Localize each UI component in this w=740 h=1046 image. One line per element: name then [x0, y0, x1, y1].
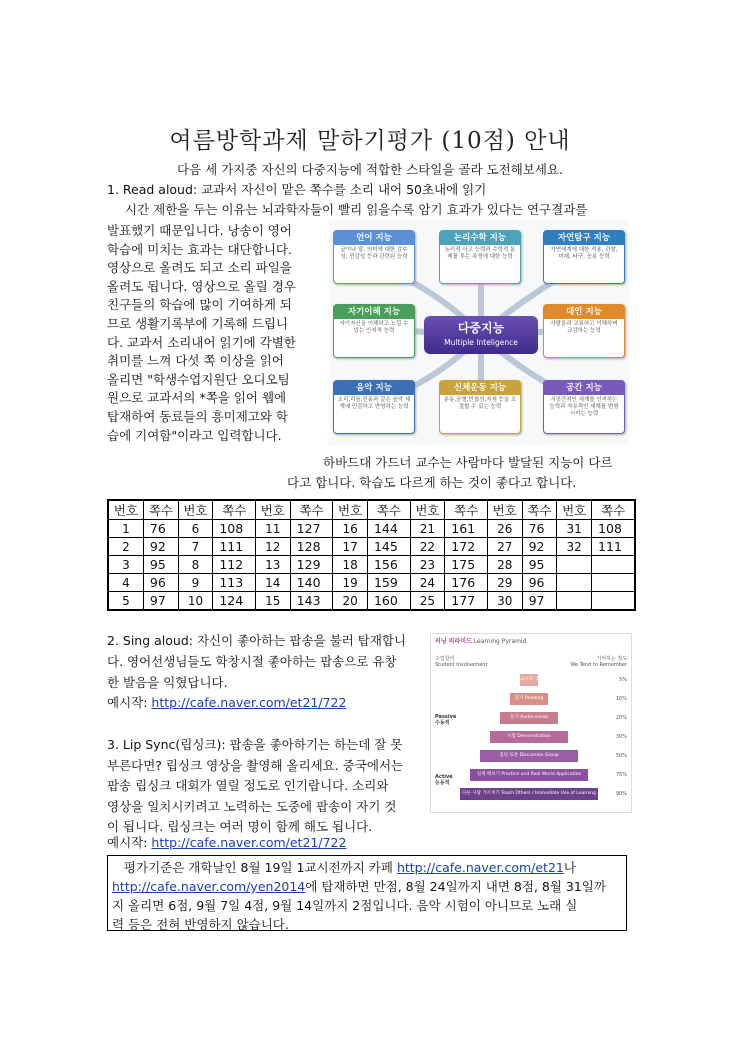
- retention-percent: 20%: [615, 715, 627, 721]
- body-line: 친구들의 학습에 많이 기여하게 되: [107, 297, 292, 313]
- box-head: 공간 지능: [544, 381, 624, 395]
- retention-percent: 90%: [615, 791, 627, 797]
- student-number-cell: 26: [487, 520, 522, 538]
- box-body: 사람들과 교류하고 이해하며 교감하는 능력: [550, 321, 618, 334]
- page-number-cell: 111: [592, 538, 635, 556]
- box-head: 신체운동 지능: [440, 381, 520, 395]
- passive-label: [435, 714, 456, 726]
- multiple-intelligence-diagram: [329, 220, 629, 445]
- body-line: 므로 생활기록부에 기록해 드립니: [107, 315, 288, 331]
- col-header-page: 쪽수: [592, 500, 635, 520]
- col-header-number: 번호: [333, 500, 368, 520]
- student-number-cell: [557, 592, 592, 611]
- page-number-cell: 175: [445, 556, 488, 574]
- col-header-page: 쪽수: [445, 500, 488, 520]
- page-number-cell: 176: [445, 574, 488, 592]
- page-number-cell: 159: [367, 574, 410, 592]
- body-line: 학습에 미치는 효과는 대단합니다.: [107, 241, 292, 257]
- left-label-en: Student Involvement: [435, 662, 488, 668]
- col-header-number: 번호: [557, 500, 592, 520]
- student-number-cell: 2: [108, 538, 143, 556]
- student-number-cell: 12: [255, 538, 290, 556]
- page-number-cell: 108: [592, 520, 635, 538]
- linguistic-box: [333, 230, 415, 284]
- page-number-cell: 97: [522, 592, 557, 611]
- box-body: 자기자신을 이해하고 느낄 수 있는 인지적 능력: [339, 321, 409, 334]
- student-number-cell: 10: [178, 592, 213, 611]
- col-header-page: 쪽수: [290, 500, 333, 520]
- page-number-cell: 113: [213, 574, 256, 592]
- naturalist-box: [543, 230, 625, 284]
- example-label: 예시작:: [107, 695, 152, 710]
- pyramid-title: [435, 636, 526, 645]
- box-head: 언어 지능: [334, 231, 414, 245]
- body-line: 3. Lip Sync(립싱크): 팝송을 좋아하기는 하는데 잘 못: [107, 737, 403, 752]
- col-header-page: 쪽수: [367, 500, 410, 520]
- table-header-row: [108, 500, 635, 520]
- right-label-ko: 기억하는 정도: [596, 656, 627, 662]
- page-number-cell: 96: [143, 574, 178, 592]
- body-line: 원으로 교과서의 *쪽을 읽어 웹에: [107, 390, 287, 406]
- body-line: 영상으로 올려도 되고 소리 파일을: [107, 260, 292, 276]
- student-number-cell: 11: [255, 520, 290, 538]
- student-number-cell: 16: [333, 520, 368, 538]
- student-number-cell: 4: [108, 574, 143, 592]
- student-number-cell: 20: [333, 592, 368, 611]
- grading-notice: [107, 855, 627, 931]
- student-number-cell: 7: [178, 538, 213, 556]
- retention-percent: 10%: [615, 696, 627, 702]
- logical-box: [439, 230, 521, 284]
- intrapersonal-box: [333, 304, 415, 358]
- section2-example: [107, 694, 346, 712]
- col-header-page: 쪽수: [143, 500, 178, 520]
- student-number-cell: 15: [255, 592, 290, 611]
- body-line: 발표했기 때문입니다. 낭송이 영어: [107, 223, 292, 238]
- diagram-caption-2: 다고 합니다. 학습도 다르게 하는 것이 좋다고 합니다.: [287, 475, 577, 490]
- diagram-caption-1: 하바드대 가드너 교수는 사람마다 발달된 지능이 다르: [323, 455, 613, 470]
- page-number-cell: 128: [290, 538, 333, 556]
- page-number-cell: 97: [143, 592, 178, 611]
- student-number-cell: 27: [487, 538, 522, 556]
- page-number-cell: 145: [367, 538, 410, 556]
- box-body: 자연세계에 대한 적용, 관찰, 미래, 타구, 응용 능력: [550, 247, 618, 260]
- section3-body: [107, 735, 425, 838]
- col-header-number: 번호: [410, 500, 445, 520]
- interpersonal-box: [543, 304, 625, 358]
- page-number-cell: 143: [290, 592, 333, 611]
- body-line: 습에 기여함"이라고 입력합니다.: [107, 427, 282, 443]
- right-label: [570, 656, 627, 668]
- cafe-link-et21[interactable]: http://cafe.naver.com/et21: [396, 860, 564, 875]
- section2-body: [107, 630, 425, 693]
- student-number-cell: 28: [487, 556, 522, 574]
- student-number-cell: 1: [108, 520, 143, 538]
- page-number-cell: 111: [213, 538, 256, 556]
- page-number-cell: 95: [522, 556, 557, 574]
- box-head: 자연탐구 지능: [544, 231, 624, 245]
- page-number-cell: 160: [367, 592, 410, 611]
- example-link[interactable]: http://cafe.naver.com/et21/722: [151, 835, 347, 850]
- student-number-cell: 23: [410, 556, 445, 574]
- page-number-cell: 127: [290, 520, 333, 538]
- box-body: 글이나 말, 의미에 대한 감수성, 민감성 등과 관련된 능력: [340, 247, 408, 260]
- page-title: 여름방학과제 말하기평가 (10점) 안내: [169, 128, 571, 154]
- learning-pyramid: [430, 633, 632, 813]
- page-number-cell: 177: [445, 592, 488, 611]
- table-row: [108, 556, 635, 574]
- pyramid-title-ko: 러닝 피라미드: [435, 638, 472, 645]
- pyramid-level: 시범 Demonstration: [490, 731, 568, 743]
- pyramid-level: 다른 사람 가르치기 Teach Others / Immediate Use of Learning: [460, 788, 598, 800]
- page-number-cell: 108: [213, 520, 256, 538]
- page-number-cell: 95: [143, 556, 178, 574]
- student-number-cell: 29: [487, 574, 522, 592]
- left-label-ko: 수업참여: [435, 656, 455, 662]
- box-body: 논리적 사고 능력과 수학적 문제를 푸는 과정에 대한 능력: [444, 247, 516, 260]
- body-line: 다. 영어선생님들도 학창시절 좋아하는 팝송으로 유창: [107, 654, 397, 669]
- passive-ko: 수동적: [435, 720, 450, 726]
- right-label-en: We Tend to Remember: [570, 662, 627, 668]
- pyramid-level: 교사의 강의를 듣는 것: [520, 674, 538, 686]
- student-number-cell: 24: [410, 574, 445, 592]
- page-number-cell: 76: [143, 520, 178, 538]
- page-number-cell: 96: [522, 574, 557, 592]
- student-number-cell: [557, 556, 592, 574]
- notice-line-3: 지 올리면 6점, 9월 7일 4점, 9월 14일까지 2점입니다. 음악 시험이 아니므로 노래 실: [112, 898, 578, 913]
- student-number-cell: 19: [333, 574, 368, 592]
- student-number-cell: 17: [333, 538, 368, 556]
- retention-percent: 30%: [615, 734, 627, 740]
- col-header-page: 쪽수: [213, 500, 256, 520]
- cafe-link-yen2014[interactable]: http://cafe.naver.com/yen2014: [112, 879, 306, 894]
- student-number-cell: 18: [333, 556, 368, 574]
- body-line: 이 됩니다. 립싱크는 여러 명이 함께 해도 됩니다.: [107, 819, 373, 834]
- notice-text: 에 탑재하면 만점, 8월 24일까지 내면 8점, 8월 31일까: [305, 879, 606, 894]
- center-title: 다중지능: [457, 321, 505, 335]
- body-line: 한 발음을 익혔답니다.: [107, 675, 228, 690]
- body-line: 취미를 느껴 다섯 쪽 이상을 읽어: [107, 353, 284, 369]
- student-number-cell: 14: [255, 574, 290, 592]
- body-line: 부른다면? 립싱크 영상을 촬영해 올리세요. 중국에서는: [107, 757, 404, 773]
- retention-percent: 50%: [615, 753, 627, 759]
- pyramid-level: 집단 토론 Discussion Group: [480, 750, 578, 762]
- intro-text: 다음 세 가지중 자신의 다중지능에 적합한 스타일을 골라 도전해보세요.: [177, 162, 563, 177]
- pyramid-level: 듣기 Audio-visual: [500, 712, 558, 724]
- col-header-number: 번호: [108, 500, 143, 520]
- student-number-cell: 21: [410, 520, 445, 538]
- student-number-cell: 30: [487, 592, 522, 611]
- page-number-cell: 124: [213, 592, 256, 611]
- student-number-cell: 6: [178, 520, 213, 538]
- table-row: [108, 520, 635, 538]
- box-body: 소리,리듬,진동과 같은 음악 세계에 민감하고 반영하는 능력: [337, 397, 411, 410]
- pyramid-level: 실제 해보기 Practice and Real World Application: [470, 769, 588, 781]
- page-number-cell: [592, 592, 635, 611]
- box-body: 운동,균형,민첩성,자세 등을 조절할 수 있는 능력: [443, 397, 517, 410]
- student-number-cell: 31: [557, 520, 592, 538]
- student-number-cell: 22: [410, 538, 445, 556]
- pyramid-level: 읽기 Reading: [510, 693, 548, 705]
- notice-text: 평가기준은 개학날인 8월 19일 1교시전까지 카페: [123, 860, 397, 875]
- left-label: [435, 656, 487, 668]
- active-label: [435, 774, 453, 786]
- section3-example: [107, 834, 346, 852]
- body-line: 영상을 일치시키려고 노력하는 도중에 팝송이 자기 것: [107, 798, 397, 814]
- box-head: 논리수학 지능: [440, 231, 520, 245]
- page-number-cell: 76: [522, 520, 557, 538]
- table-row: [108, 592, 635, 611]
- notice-text: 나: [563, 860, 576, 875]
- page-number-cell: 92: [522, 538, 557, 556]
- passive-en: Passive: [435, 714, 457, 720]
- body-line: 탑재하여 동료들의 흥미제고와 학: [107, 408, 288, 424]
- musical-box: [333, 380, 415, 434]
- notice-line-4: 력 등은 전혀 반영하지 않습니다.: [112, 917, 289, 932]
- body-line: 팝송 립싱크 대회가 열릴 정도로 인기랍니다. 소리와: [107, 778, 389, 793]
- page-number-cell: 161: [445, 520, 488, 538]
- body-line: 올리면 "학생수업지원단 오디오팀: [107, 371, 290, 387]
- table-row: [108, 574, 635, 592]
- box-head: 자기이해 지능: [334, 305, 414, 319]
- col-header-page: 쪽수: [522, 500, 557, 520]
- section1-line: 시간 제한을 두는 이유는 뇌과학자들이 빨리 읽을수록 암기 효과가 있다는 연구결과를: [125, 202, 588, 217]
- center-subtitle: Multiple Inteligence: [444, 338, 518, 347]
- pyramid-title-en: Learning Pyramid: [473, 638, 527, 645]
- student-number-cell: 13: [255, 556, 290, 574]
- body-line: 올려도 됩니다. 영상으로 올릴 경우: [107, 278, 296, 294]
- col-header-number: 번호: [487, 500, 522, 520]
- example-label: 예시작:: [107, 835, 152, 850]
- student-number-cell: 3: [108, 556, 143, 574]
- section1-heading: 1. Read aloud: 교과서 자신이 맡은 쪽수를 소리 내어 50초내에 읽기: [107, 182, 487, 197]
- page-number-cell: 92: [143, 538, 178, 556]
- page-number-cell: [592, 574, 635, 592]
- page-number-cell: 156: [367, 556, 410, 574]
- active-en: Active: [435, 774, 453, 780]
- bodily-box: [439, 380, 521, 434]
- box-body: 시공간적인 세계를 인지하는 능력과 자유적인 세계를 변형시키는 능력: [549, 397, 619, 417]
- page-number-cell: [592, 556, 635, 574]
- col-header-number: 번호: [255, 500, 290, 520]
- page-number-cell: 172: [445, 538, 488, 556]
- spatial-box: [543, 380, 625, 434]
- retention-percent: 75%: [615, 772, 627, 778]
- box-head: 음악 지능: [334, 381, 414, 395]
- student-number-cell: 25: [410, 592, 445, 611]
- student-number-cell: [557, 574, 592, 592]
- page-number-cell: 129: [290, 556, 333, 574]
- page-number-cell: 144: [367, 520, 410, 538]
- student-number-cell: 5: [108, 592, 143, 611]
- body-line: 2. Sing aloud: 자신이 좋아하는 팝송을 불러 탑재합니: [107, 633, 407, 648]
- retention-percent: 5%: [619, 677, 627, 683]
- page-number-cell: 140: [290, 574, 333, 592]
- col-header-number: 번호: [178, 500, 213, 520]
- box-head: 대인 지능: [544, 305, 624, 319]
- student-number-cell: 8: [178, 556, 213, 574]
- table-row: [108, 538, 635, 556]
- example-link[interactable]: http://cafe.naver.com/et21/722: [151, 695, 347, 710]
- active-ko: 능동적: [435, 780, 450, 786]
- section1-body: [107, 222, 317, 445]
- page-number-cell: 112: [213, 556, 256, 574]
- page-assignment-table: [107, 499, 636, 611]
- student-number-cell: 9: [178, 574, 213, 592]
- diagram-center: [424, 316, 538, 354]
- body-line: 다. 교과서 소리내어 읽기에 각별한: [107, 334, 296, 350]
- student-number-cell: 32: [557, 538, 592, 556]
